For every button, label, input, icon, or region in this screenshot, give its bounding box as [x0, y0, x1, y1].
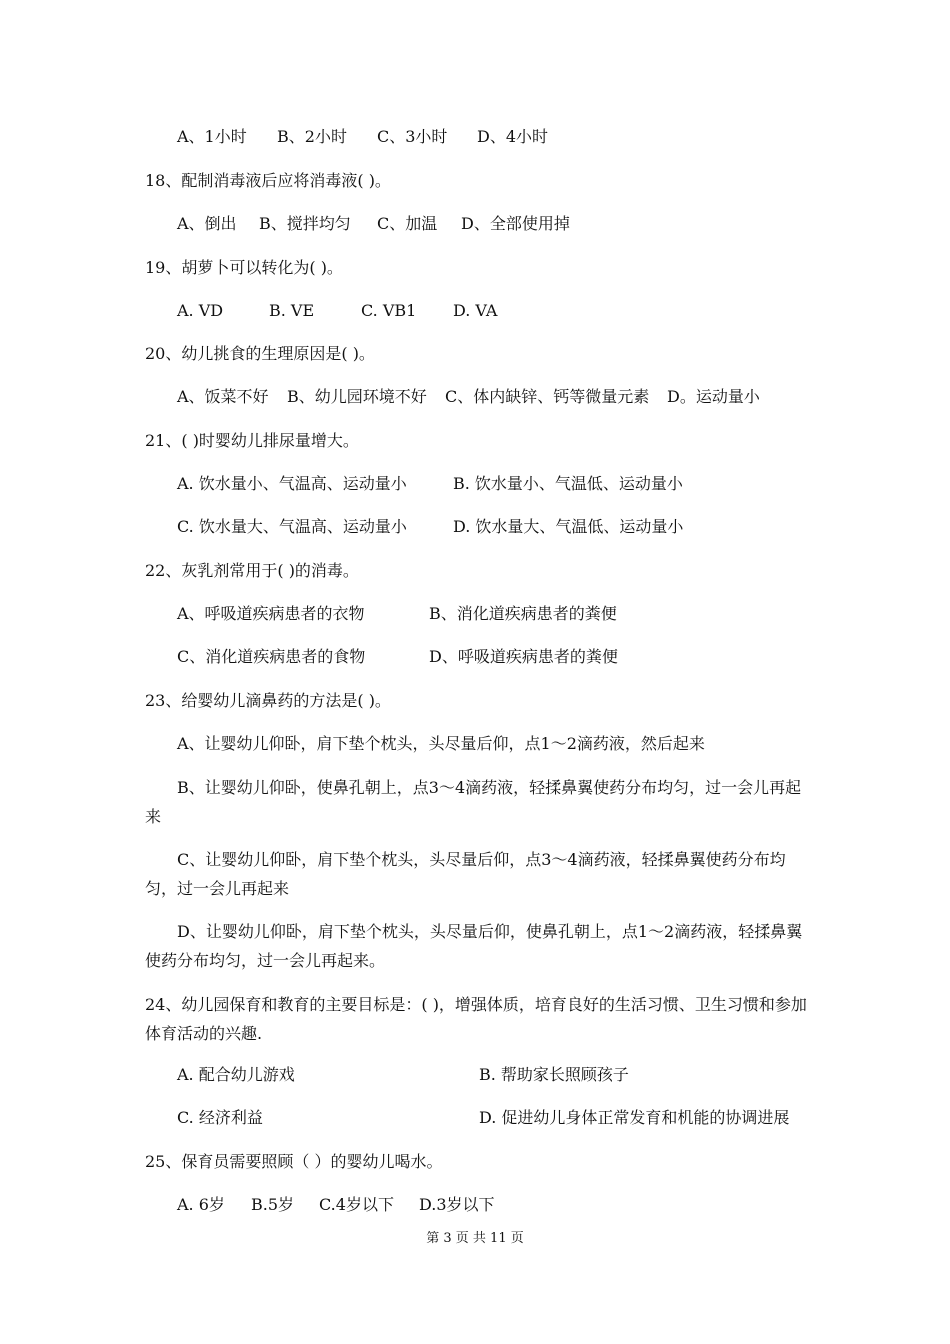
q18-option-d: D、全部使用掉 [461, 214, 570, 233]
q21-option-c: C. 饮水量大、气温高、运动量小 [177, 517, 407, 536]
q23-option-c: C、让婴幼儿仰卧，肩下垫个枕头，头尽量后仰，点3～4滴药液，轻揉鼻翼使药分布均匀，过一会儿再起来 [145, 850, 786, 898]
q17-option-c: C、3小时 [377, 127, 448, 146]
q17-option-d: D、4小时 [477, 127, 549, 146]
q21-option-d: D. 饮水量大、气温低、运动量小 [453, 517, 684, 536]
q23-option-a: A、让婴幼儿仰卧，肩下垫个枕头，头尽量后仰，点1～2滴药液，然后起来 [177, 734, 705, 753]
q17-option-b: B、2小时 [277, 127, 347, 146]
q19-option-c: C. VB1 [361, 301, 417, 320]
q23-option-b: B、让婴幼儿仰卧，使鼻孔朝上，点3～4滴药液，轻揉鼻翼使药分布均匀，过一会儿再起来 [145, 778, 802, 826]
q21-option-b: B. 饮水量小、气温低、运动量小 [453, 474, 683, 493]
q21-option-a: A. 饮水量小、气温高、运动量小 [177, 474, 407, 493]
q19-stem: 19、胡萝卜可以转化为( )。 [145, 258, 343, 277]
q22-stem: 22、灰乳剂常用于( )的消毒。 [145, 561, 359, 580]
q25-option-a: A. 6岁 [177, 1195, 225, 1214]
q25-stem: 25、保育员需要照顾（ ）的婴幼儿喝水。 [145, 1152, 443, 1171]
q24-option-b: B. 帮助家长照顾孩子 [479, 1065, 629, 1084]
q25-option-d: D.3岁以下 [419, 1195, 495, 1214]
q23-stem: 23、给婴幼儿滴鼻药的方法是( )。 [145, 691, 391, 710]
q20-option-a: A、饭菜不好 [177, 387, 269, 406]
q25-option-c: C.4岁以下 [319, 1195, 394, 1214]
q21-stem: 21、( )时婴幼儿排尿量增大。 [145, 431, 359, 450]
q24-option-c: C. 经济利益 [177, 1108, 263, 1127]
q22-option-a: A、呼吸道疾病患者的衣物 [177, 604, 365, 623]
q20-option-d: D。运动量小 [667, 387, 760, 406]
q19-option-b: B. VE [269, 301, 315, 320]
q23-option-d: D、让婴幼儿仰卧，肩下垫个枕头，头尽量后仰，使鼻孔朝上，点1～2滴药液，轻揉鼻翼使药分布均匀，过一会儿再起来。 [145, 922, 803, 970]
q22-option-b: B、消化道疾病患者的粪便 [429, 604, 617, 623]
q18-stem: 18、配制消毒液后应将消毒液( )。 [145, 171, 391, 190]
q20-option-b: B、幼儿园环境不好 [287, 387, 427, 406]
page-footer: 第 3 页 共 11 页 [426, 1231, 524, 1246]
q18-option-a: A、倒出 [177, 214, 237, 233]
q17-option-a: A、1小时 [177, 127, 247, 146]
q24-option-d: D. 促进幼儿身体正常发育和机能的协调进展 [479, 1108, 790, 1127]
q25-option-b: B.5岁 [251, 1195, 295, 1214]
q19-option-a: A. VD [177, 301, 224, 320]
q22-option-c: C、消化道疾病患者的食物 [177, 647, 366, 666]
q24-stem: 24、幼儿园保育和教育的主要目标是：( )，增强体质，培育良好的生活习惯、卫生习惯和参加体育活动的兴趣. [145, 995, 807, 1043]
q18-option-b: B、搅拌均匀 [259, 214, 351, 233]
q22-option-d: D、呼吸道疾病患者的粪便 [429, 647, 618, 666]
q24-option-a: A. 配合幼儿游戏 [177, 1065, 295, 1084]
q19-option-d: D. VA [453, 301, 498, 320]
q20-option-c: C、体内缺锌、钙等微量元素 [445, 387, 650, 406]
q18-option-c: C、加温 [377, 214, 438, 233]
q20-stem: 20、幼儿挑食的生理原因是( )。 [145, 344, 375, 363]
